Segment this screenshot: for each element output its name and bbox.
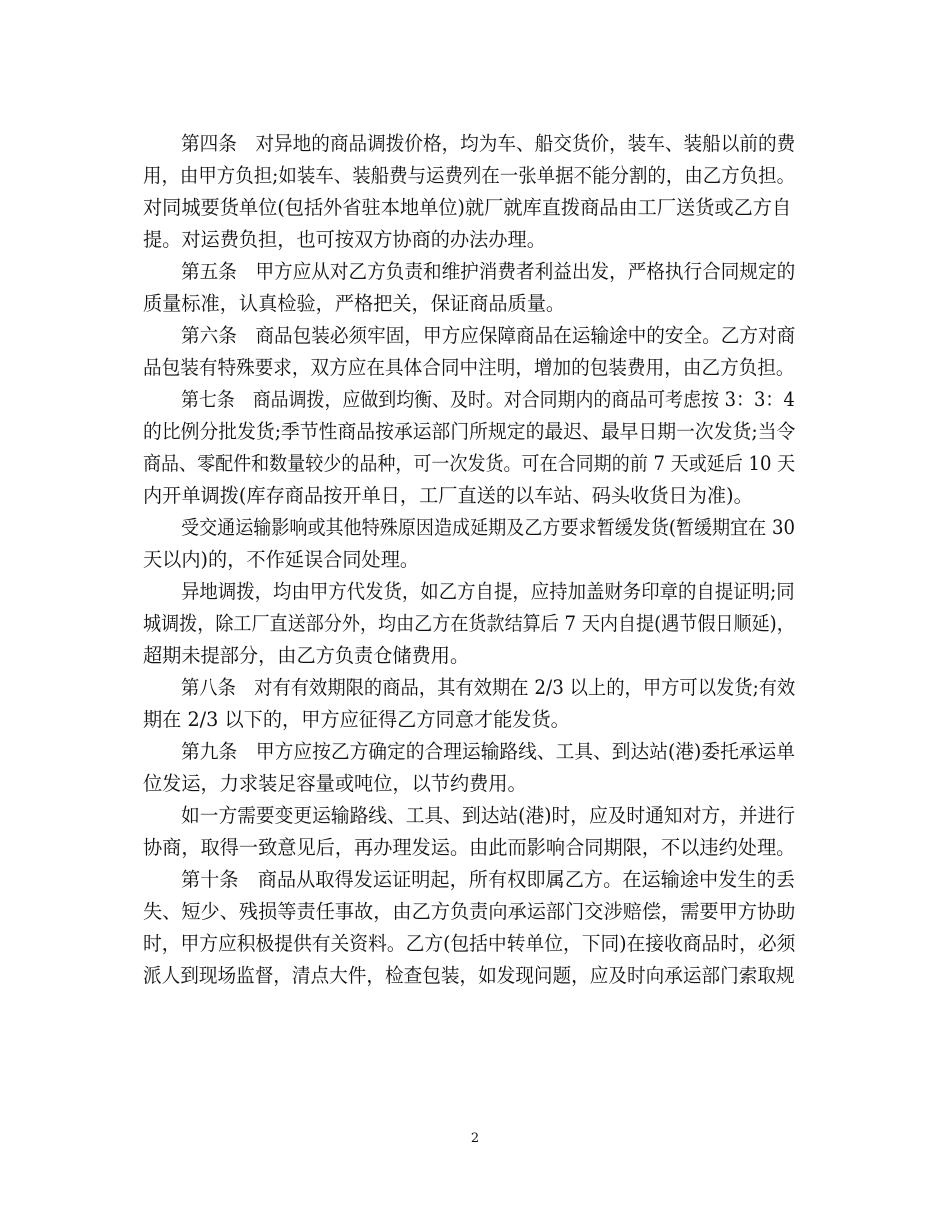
paragraph-first-line: 受交通运输影响或其他特殊原因造成延期及乙方要求暂缓发货(暂缓期宜在 30 xyxy=(181,516,795,539)
paragraph-first-line: 第六条 商品包装必须牢固，甲方应保障商品在运输途中的安全。乙方对商 xyxy=(181,324,796,347)
paragraph-line: 城调拨，除工厂直送部分外，均由乙方在货款结算后 7 天内自提(遇节假日顺延)， xyxy=(143,612,795,635)
paragraph-line: 期在 2/3 以下的，甲方应征得乙方同意才能发货。 xyxy=(143,708,570,731)
paragraph-first-line: 如一方需要变更运输路线、工具、到达站(港)时，应及时通知对方，并进行 xyxy=(181,804,796,827)
paragraph-line: 天以内)的，不作延误合同处理。 xyxy=(143,548,420,571)
paragraph-line: 失、短少、残损等责任事故，由乙方负责向承运部门交涉赔偿，需要甲方协助 xyxy=(143,900,796,923)
paragraph-line: 对同城要货单位(包括外省驻本地单位)就厂就库直拨商品由工厂送货或乙方自 xyxy=(143,196,792,219)
paragraph-line: 品包装有特殊要求，双方应在具体合同中注明，增加的包装费用，由乙方负担。 xyxy=(143,356,795,379)
paragraph-line: 提。对运费负担，也可按双方协商的办法办理。 xyxy=(143,228,546,251)
paragraph-line: 派人到现场监督，清点大件，检查包装，如发现问题，应及时向承运部门索取规 xyxy=(143,964,795,987)
paragraph-line: 质量标准，认真检验，严格把关，保证商品质量。 xyxy=(143,292,566,315)
paragraph-line: 用，由甲方负担;如装车、装船费与运费列在一张单据不能分割的，由乙方负担。 xyxy=(143,164,796,187)
paragraph-first-line: 第八条 对有有效期限的商品，其有效期在 2/3 以上的，甲方可以发货;有效 xyxy=(181,676,796,699)
paragraph-line: 商品、零配件和数量较少的品种，可一次发货。可在合同期的前 7 天或延后 10 天 xyxy=(143,452,796,475)
paragraph-first-line: 第五条 甲方应从对乙方负责和维护消费者利益出发，严格执行合同规定的 xyxy=(181,260,796,283)
page-number: 2 xyxy=(470,1131,480,1146)
paragraph-line: 协商，取得一致意见后，再办理发运。由此而影响合同期限，不以违约处理。 xyxy=(143,836,796,859)
paragraph-line: 超期未提部分，由乙方负责仓储费用。 xyxy=(143,644,470,667)
paragraph-first-line: 异地调拨，均由甲方代发货，如乙方自提，应持加盖财务印章的自提证明;同 xyxy=(181,580,795,603)
paragraph-first-line: 第四条 对异地的商品调拨价格，均为车、船交货价，装车、装船以前的费 xyxy=(181,132,796,155)
paragraph-first-line: 第七条 商品调拨，应做到均衡、及时。对合同期内的商品可考虑按 3：3：4 xyxy=(181,388,795,411)
document-body xyxy=(143,128,795,992)
paragraph-first-line: 第九条 甲方应按乙方确定的合理运输路线、工具、到达站(港)委托承运单 xyxy=(181,740,796,763)
paragraph-line: 的比例分批发货;季节性商品按承运部门所规定的最迟、最早日期一次发货;当令 xyxy=(143,420,796,443)
paragraph-line: 时，甲方应积极提供有关资料。乙方(包括中转单位，下同)在接收商品时，必须 xyxy=(143,932,796,955)
paragraph-line: 内开单调拨(库存商品按开单日，工厂直送的以车站、码头收货日为准)。 xyxy=(143,484,753,507)
paragraph-line: 位发运，力求装足容量或吨位，以节约费用。 xyxy=(143,772,527,795)
paragraph-first-line: 第十条 商品从取得发运证明起，所有权即属乙方。在运输途中发生的丢 xyxy=(181,868,795,891)
